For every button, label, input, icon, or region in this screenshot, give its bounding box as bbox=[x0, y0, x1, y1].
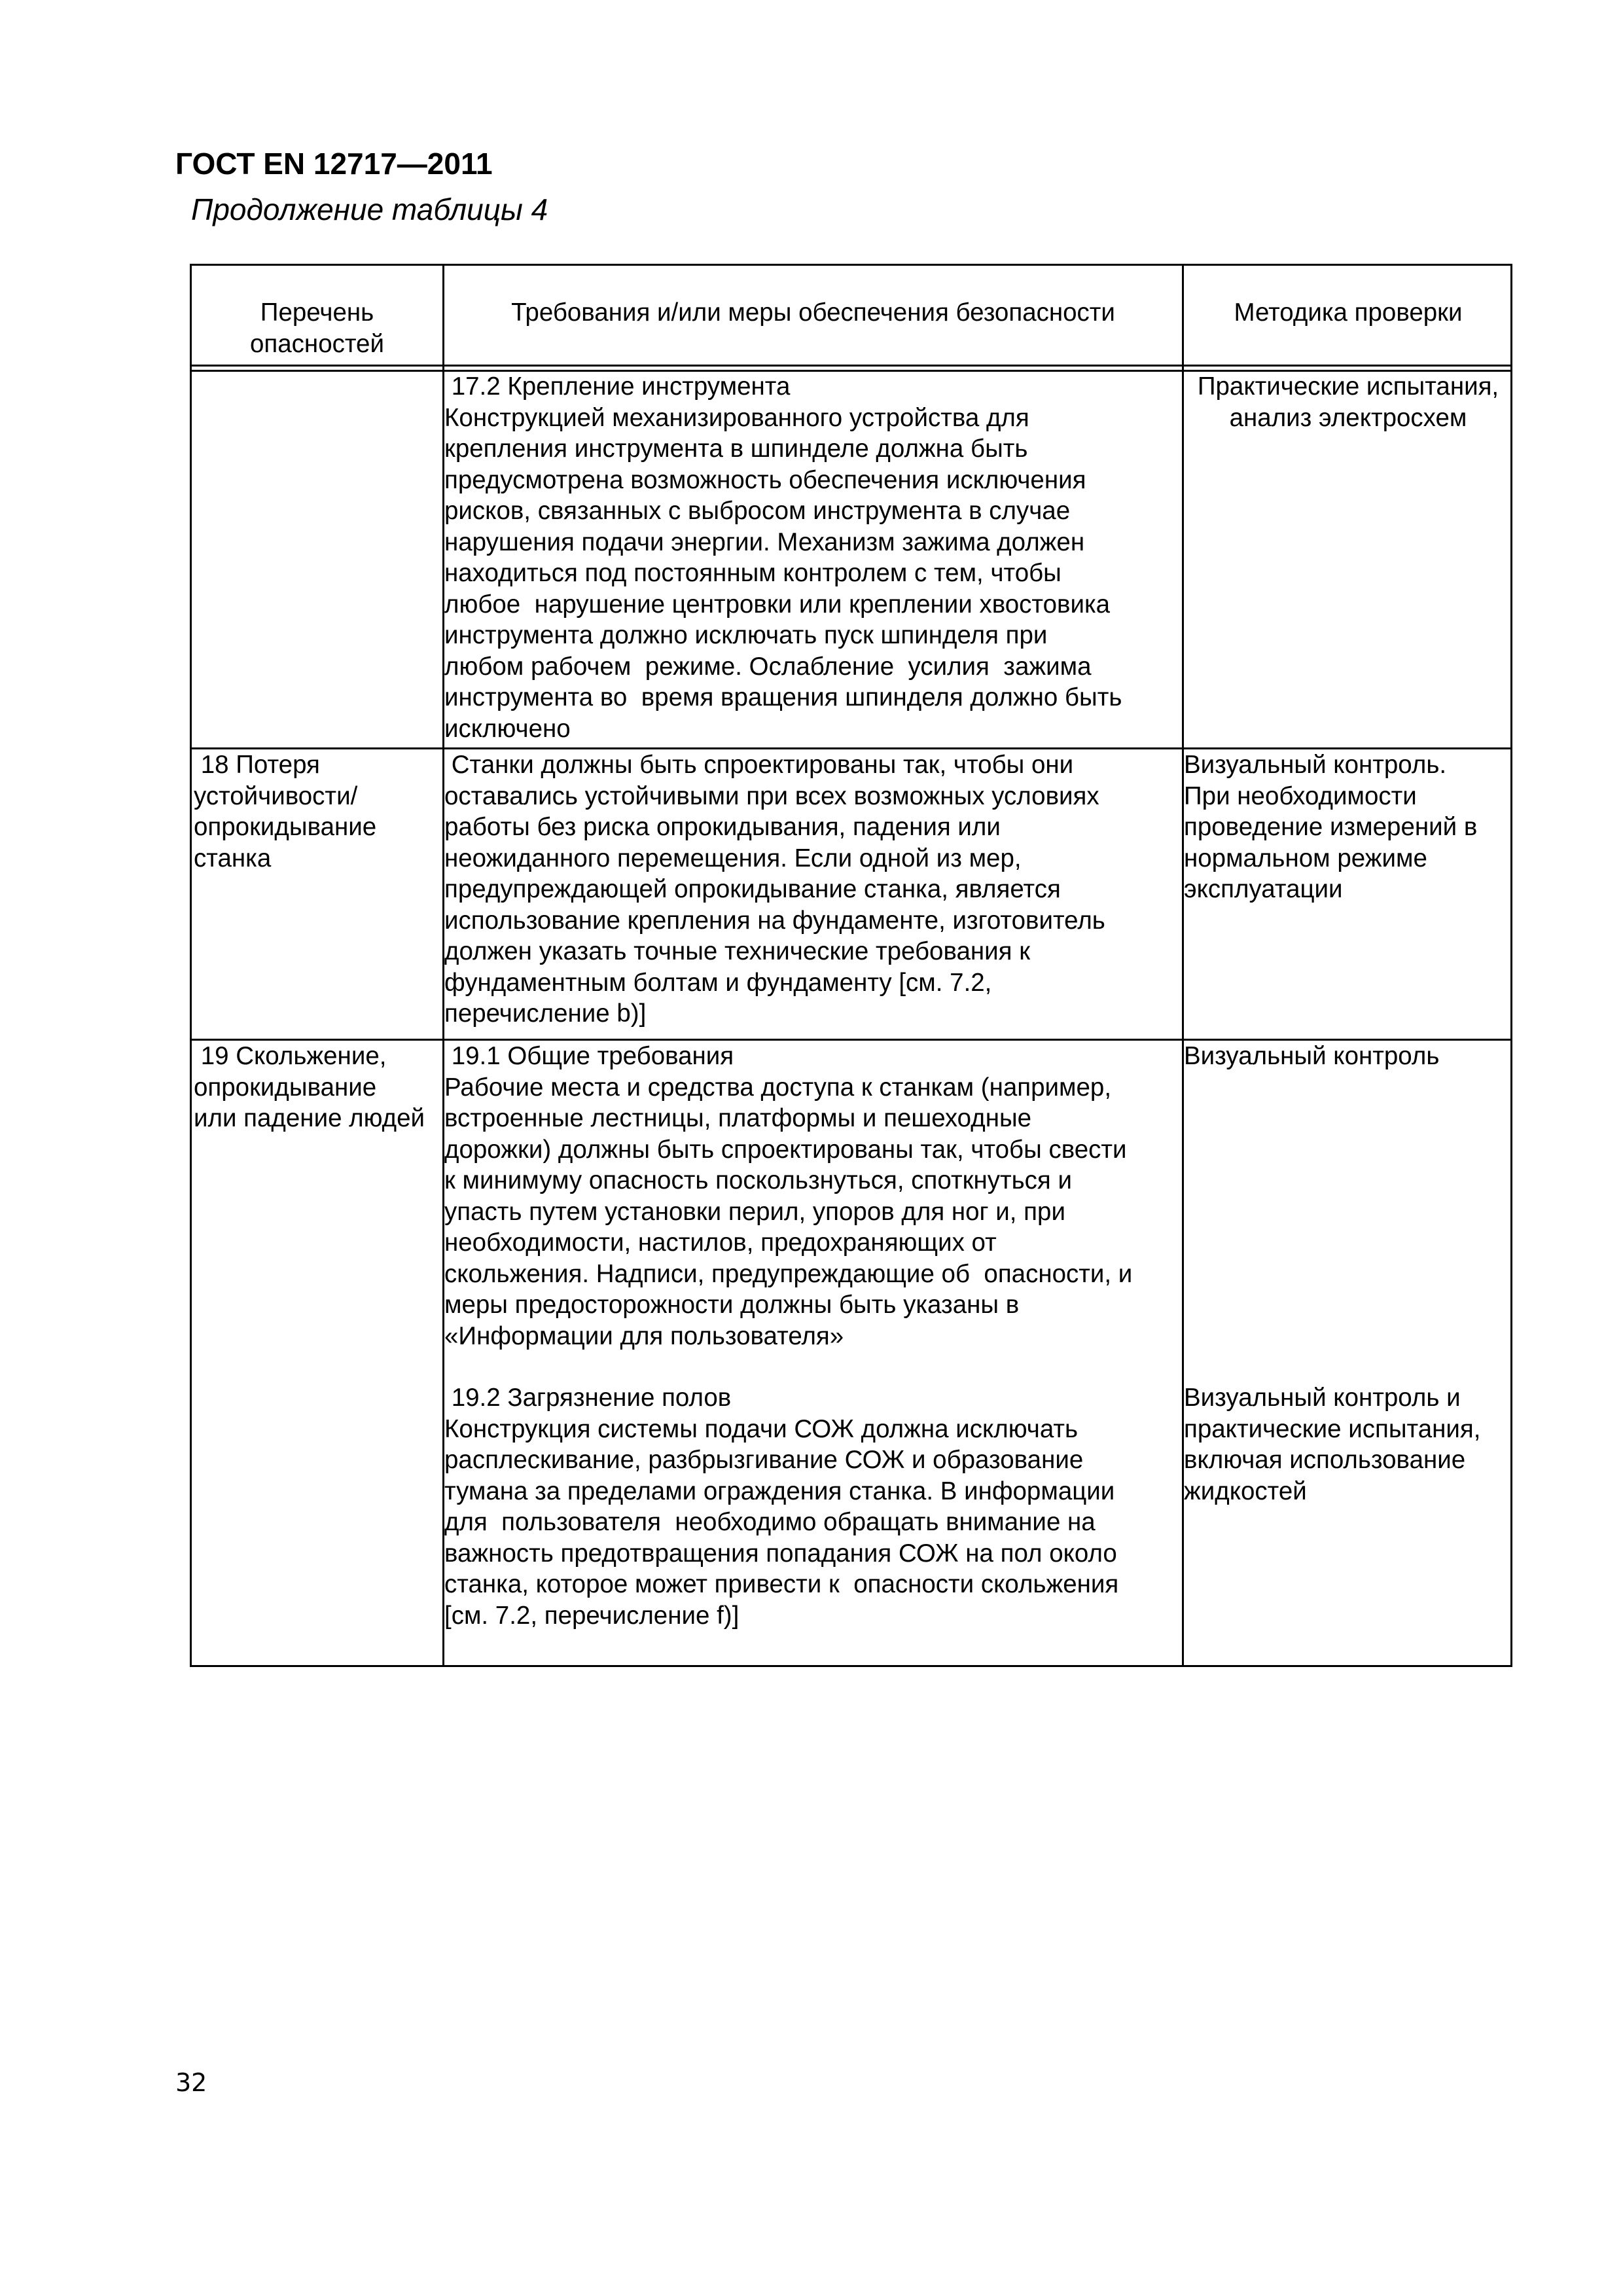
hazard-table bbox=[190, 264, 1512, 1667]
requirement-cell: 19.1 Общие требования Рабочие места и средства доступа к станкам (например, встроенные лестницы, платформы и пешеходные дорожки) должны быть спроектированы так, чтобы свести к минимуму опасность поскользнуться, споткнуться и упасть путем установки перил, упоров для ног и, при необходимости, настилов, предохраняющих от скольжения. Надписи, предупреждающие об опасности, и меры предосторожности должны быть указаны в «Информации для пользователя» bbox=[444, 1042, 1133, 1350]
requirement-cell: 19.2 Загрязнение полов Конструкция системы подачи СОЖ должна исключать расплескивание, разбрызгивание СОЖ и образование тумана за пределами ограждения станка. В информации для пользователя необходимо обращать внимание на важность предотвращения попадания СОЖ на пол около станка, которое может привести к опасности скольжения [см. 7.2, перечисление f)] bbox=[444, 1384, 1119, 1630]
verification-cell: Практические испытания, анализ электросхем bbox=[1197, 372, 1499, 432]
header-divider bbox=[192, 365, 1510, 367]
requirement-cell: Станки должны быть спроектированы так, чтобы они оставались устойчивыми при всех возможных условиях работы без риска опрокидывания, падения или неожиданного перемещения. Если одной из мер, предупреждающей опрокидывание станка, является использование крепления на фундаменте, изготовитель должен указать точные технические требования к фундаментным болтам и фундаменту [см. 7.2, перечисление b)] bbox=[444, 751, 1105, 1028]
page-number: 32 bbox=[175, 2068, 207, 2097]
column-header-hazards: Перечень опасностей bbox=[250, 298, 384, 358]
table-caption: Продолжение таблицы 4 bbox=[191, 192, 548, 226]
document-code: ГОСТ EN 12717—2011 bbox=[175, 147, 493, 181]
hazard-cell: 19 Скольжение, опрокидывание или падение людей bbox=[194, 1042, 425, 1132]
requirement-cell: 17.2 Крепление инструмента Конструкцией механизированного устройства для крепления инструмента в шпинделе должна быть предусмотрена возможность обеспечения исключения рисков, связанных с выбросом инструмента в случае нарушения подачи энергии. Механизм зажима должен находиться под постоянным контролем с тем, чтобы любое нарушение центровки или креплении хвостовика инструмента должно исключать пуск шпинделя при любом рабочем режиме. Ослабление усилия зажима инструмента во время вращения шпинделя должно быть исключено bbox=[444, 372, 1122, 743]
verification-cell: Визуальный контроль bbox=[1184, 1042, 1440, 1070]
column-header-requirements: Требования и/или меры обеспечения безопасности bbox=[511, 298, 1115, 327]
verification-cell: Визуальный контроль и практические испытания, включая использование жидкостей bbox=[1184, 1384, 1481, 1505]
hazard-cell: 18 Потеря устойчивости/ опрокидывание станка bbox=[194, 751, 377, 872]
verification-cell: Визуальный контроль. При необходимости проведение измерений в нормальном режиме эксплуатации bbox=[1184, 751, 1478, 903]
column-header-verification: Методика проверки bbox=[1234, 298, 1463, 327]
